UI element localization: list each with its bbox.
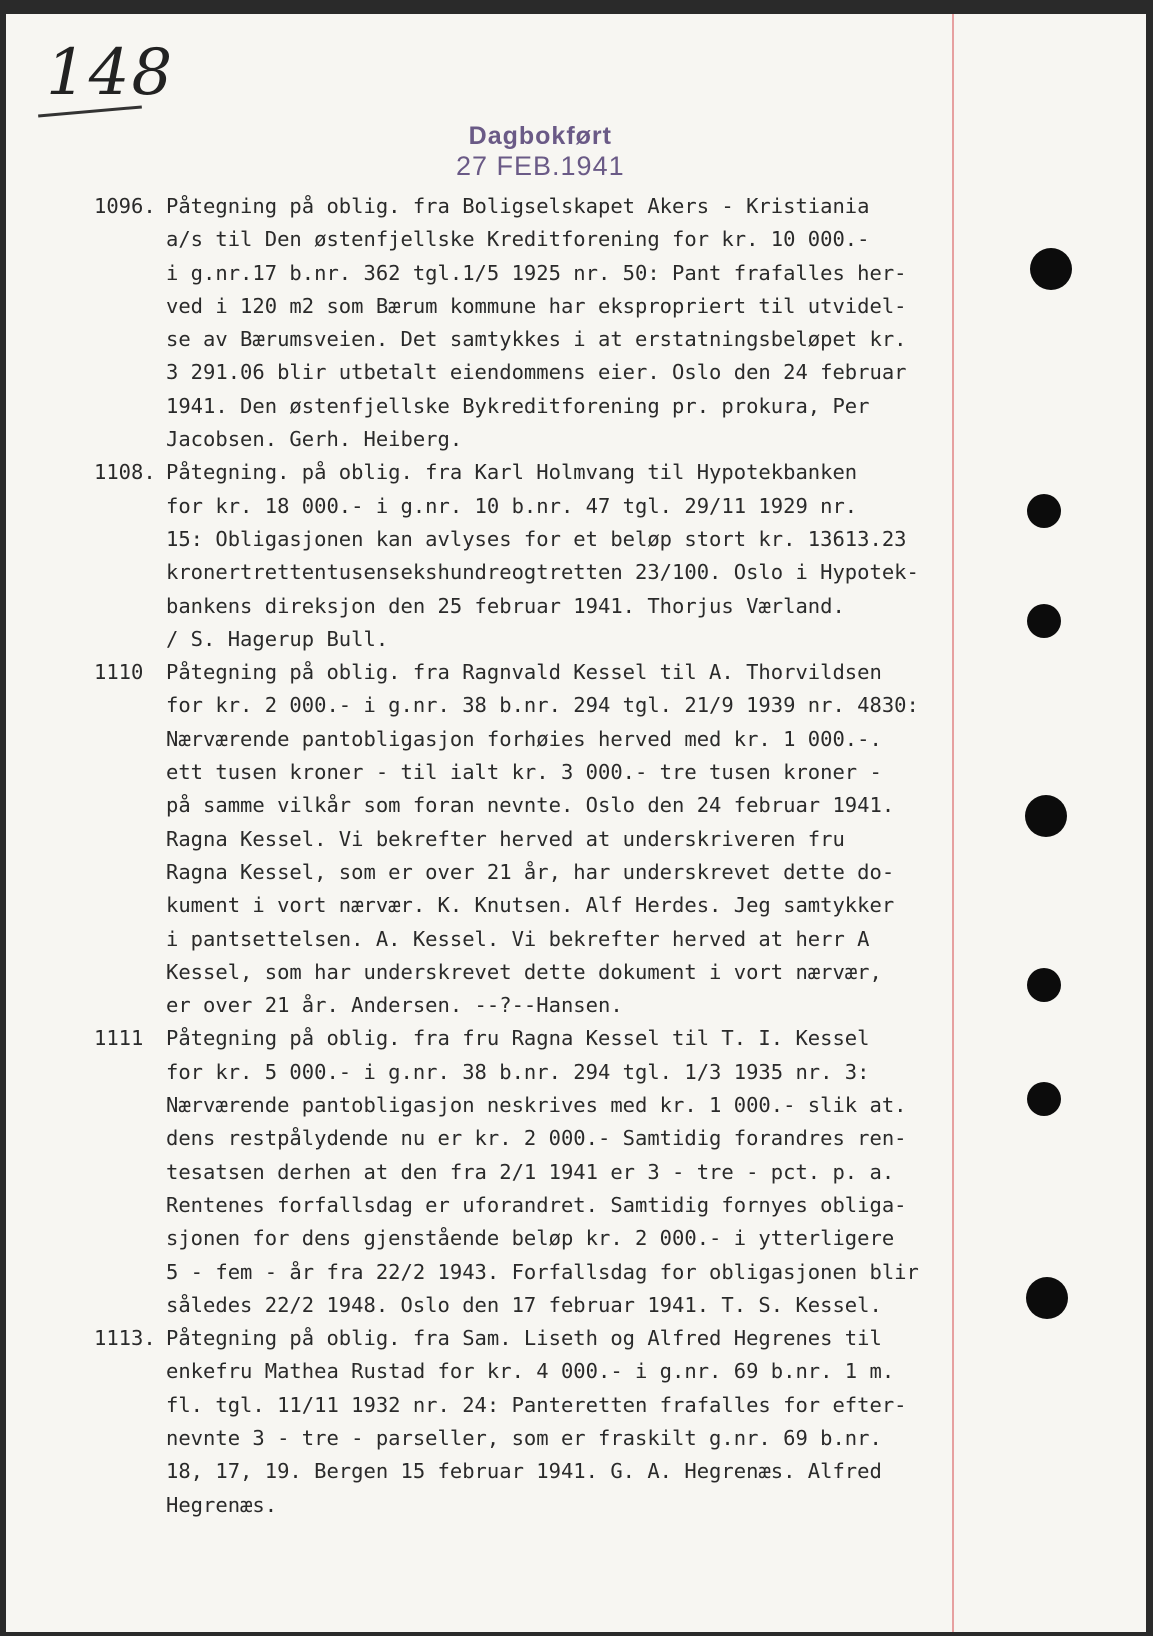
- entry-text: [166, 1322, 1006, 1522]
- entry-line: 15: Obligasjonen kan avlyses for et beløp stort kr. 13613.23: [166, 526, 907, 551]
- binder-hole: [1027, 604, 1061, 638]
- entry-line: 1941. Den østenfjellske Bykreditforening pr. prokura, Per: [166, 393, 870, 418]
- binder-hole: [1027, 1082, 1061, 1116]
- entry-line: bankens direksjon den 25 februar 1941. Thorjus Værland.: [166, 593, 845, 618]
- binder-hole: [1025, 795, 1067, 837]
- ledger-entry: [6, 190, 1146, 456]
- registration-stamp: [456, 122, 625, 182]
- entry-text: [166, 1022, 1006, 1322]
- entry-line: kronertrettentusensekshundreogtretten 23/100. Oslo i Hypotek-: [166, 560, 919, 585]
- entry-line: sjonen for dens gjenstående beløp kr. 2 000.- i ytterligere: [166, 1226, 895, 1251]
- entry-line: Påtegning på oblig. fra fru Ragna Kessel til T. I. Kessel: [166, 1026, 870, 1051]
- entry-number: 1096.: [94, 194, 156, 218]
- stamp-date: 27 FEB.1941: [456, 151, 625, 181]
- entry-line: for kr. 18 000.- i g.nr. 10 b.nr. 47 tgl. 29/11 1929 nr.: [166, 493, 858, 518]
- entry-line: på samme vilkår som foran nevnte. Oslo den 24 februar 1941.: [166, 793, 895, 818]
- entry-line: Påtegning på oblig. fra Ragnvald Kessel til A. Thorvildsen: [166, 660, 882, 685]
- entry-line: Nærværende pantobligasjon neskrives med kr. 1 000.- slik at.: [166, 1093, 907, 1118]
- entry-number: 1108.: [94, 460, 156, 485]
- entry-line: Ragna Kessel. Vi bekrefter herved at underskriveren fru: [166, 826, 845, 851]
- entry-number: 1113.: [94, 1326, 156, 1351]
- entry-line: Påtegning. på oblig. fra Karl Holmvang til Hypotekbanken: [166, 460, 858, 485]
- entry-line: Påtegning på oblig. fra Sam. Liseth og Alfred Hegrenes til: [166, 1326, 882, 1351]
- entry-line: enkefru Mathea Rustad for kr. 4 000.- i g.nr. 69 b.nr. 1 m.: [166, 1359, 895, 1384]
- entry-line: Jacobsen. Gerh. Heiberg.: [166, 427, 463, 452]
- entry-line: Rentenes forfallsdag er uforandret. Samtidig fornyes obliga-: [166, 1192, 907, 1217]
- entry-line: Kessel, som har underskrevet dette dokument i vort nærvær,: [166, 959, 882, 984]
- entry-line: tesatsen derhen at den fra 2/1 1941 er 3 - tre - pct. p. a.: [166, 1159, 895, 1184]
- entry-line: a/s til Den østenfjellske Kreditforening for kr. 10 000.-: [166, 227, 870, 252]
- entry-line: Ragna Kessel, som er over 21 år, har underskrevet dette do-: [166, 859, 895, 884]
- entry-line: dens restpålydende nu er kr. 2 000.- Samtidig forandres ren-: [166, 1126, 907, 1151]
- entry-line: kument i vort nærvær. K. Knutsen. Alf Herdes. Jeg samtykker: [166, 893, 895, 918]
- entry-text: [166, 656, 1006, 1022]
- entry-line: Hegrenæs.: [166, 1492, 278, 1517]
- page-number: 148: [46, 36, 175, 110]
- entry-line: Nærværende pantobligasjon forhøies herved med kr. 1 000.-.: [166, 726, 882, 751]
- entry-line: for kr. 5 000.- i g.nr. 38 b.nr. 294 tgl. 1/3 1935 nr. 3:: [166, 1059, 870, 1084]
- entry-line: i g.nr.17 b.nr. 362 tgl.1/5 1925 nr. 50: Pant frafalles her-: [166, 260, 907, 285]
- ledger-entry: [6, 456, 1146, 656]
- entry-line: er over 21 år. Andersen. --?--Hansen.: [166, 993, 623, 1018]
- entry-line: Påtegning på oblig. fra Boligselskapet Akers - Kristiania: [166, 194, 870, 218]
- ledger-entry: [6, 1322, 1146, 1522]
- binder-hole: [1027, 968, 1061, 1002]
- entry-line: således 22/2 1948. Oslo den 17 februar 1941. T. S. Kessel.: [166, 1292, 882, 1317]
- entry-line: se av Bærumsveien. Det samtykkes i at erstatningsbeløpet kr.: [166, 327, 907, 352]
- entry-line: for kr. 2 000.- i g.nr. 38 b.nr. 294 tgl. 21/9 1939 nr. 4830:: [166, 693, 919, 718]
- entry-number: 1110: [94, 660, 144, 685]
- binder-hole: [1027, 494, 1061, 528]
- entry-text: [166, 190, 1006, 456]
- binder-hole: [1026, 1277, 1068, 1319]
- entry-text: [166, 456, 1006, 656]
- entry-line: fl. tgl. 11/11 1932 nr. 24: Panteretten frafalles for efter-: [166, 1392, 907, 1417]
- stamp-label: Dagbokført: [468, 122, 612, 150]
- entry-line: i pantsettelsen. A. Kessel. Vi bekrefter herved at herr A: [166, 926, 870, 951]
- entry-line: ett tusen kroner - til ialt kr. 3 000.- tre tusen kroner -: [166, 760, 882, 785]
- entry-line: ved i 120 m2 som Bærum kommune har ekspropriert til utvidel-: [166, 293, 907, 318]
- entry-number: 1111: [94, 1026, 144, 1051]
- entry-line: 5 - fem - år fra 22/2 1943. Forfallsdag for obligasjonen blir: [166, 1259, 919, 1284]
- entry-line: / S. Hagerup Bull.: [166, 626, 389, 651]
- ledger-entries: [6, 190, 1146, 1522]
- ledger-page: [6, 14, 1146, 1632]
- entry-line: 3 291.06 blir utbetalt eiendommens eier. Oslo den 24 februar: [166, 360, 907, 385]
- ledger-entry: [6, 1022, 1146, 1322]
- binder-hole: [1030, 248, 1072, 290]
- entry-line: nevnte 3 - tre - parseller, som er fraskilt g.nr. 69 b.nr.: [166, 1425, 882, 1450]
- ledger-entry: [6, 656, 1146, 1022]
- entry-line: 18, 17, 19. Bergen 15 februar 1941. G. A. Hegrenæs. Alfred: [166, 1459, 882, 1484]
